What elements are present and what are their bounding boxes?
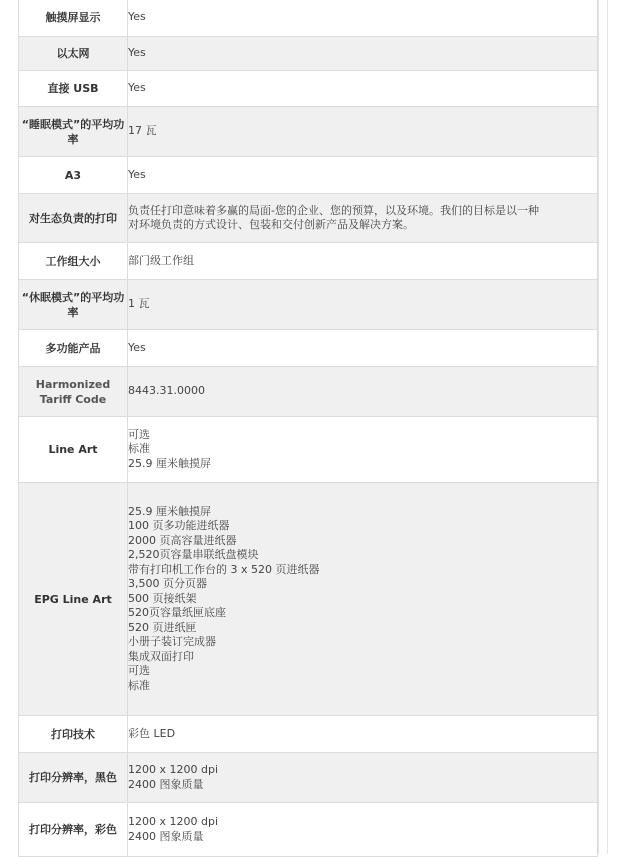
spec-row-multifunction <box>19 330 598 367</box>
spec-label: 以太网 <box>19 37 128 71</box>
spec-row-standby-power <box>19 280 598 330</box>
spec-value <box>128 194 598 243</box>
spec-label: 打印分辨率，彩色 <box>19 803 128 857</box>
spec-value <box>128 243 598 280</box>
spec-value-line: 3,500 页分页器 <box>128 577 207 591</box>
spec-row-eco-printing <box>19 194 598 243</box>
spec-label: 打印分辨率，黑色 <box>19 753 128 803</box>
spec-label: A3 <box>19 157 128 194</box>
spec-value-line: 1200 x 1200 dpi <box>128 815 219 828</box>
spec-label: 多功能产品 <box>19 330 128 367</box>
spec-value-line: 对环境负责的方式设计、包装和交付创新产品及解决方案。 <box>128 218 414 231</box>
spec-label: Line Art <box>19 417 128 483</box>
spec-label: 打印技术 <box>19 716 128 753</box>
spec-value-line: 25.9 厘米触摸屏 <box>128 456 211 470</box>
spec-value-line: 2,520页容量串联纸盘模块 <box>128 548 259 562</box>
spec-value-line: 1200 x 1200 dpi <box>128 763 219 776</box>
spec-value <box>128 753 598 803</box>
spec-value <box>128 37 598 71</box>
spec-value <box>128 0 598 37</box>
spec-label: 触摸屏显示 <box>19 0 128 37</box>
spec-value <box>128 157 598 194</box>
spec-value-line: 17 瓦 <box>128 124 157 138</box>
spec-value-line: 25.9 厘米触摸屏 <box>128 504 211 518</box>
spec-value <box>128 716 598 753</box>
spec-value-line: Yes <box>128 167 146 181</box>
spec-value <box>128 417 598 483</box>
spec-value-line: 带有打印机工作台的 3 x 520 页进纸器 <box>128 562 320 576</box>
spec-value-line: 2400 图象质量 <box>128 829 204 843</box>
spec-value-line: Yes <box>128 340 146 354</box>
spec-value-line: 负责任打印意味着多赢的局面-您的企业、您的预算，以及环境。我们的目标是以一种 <box>128 203 539 217</box>
spec-value <box>128 803 598 857</box>
spec-row-print-technology <box>19 716 598 753</box>
spec-row-resolution-black <box>19 753 598 803</box>
spec-value-line: 集成双面打印 <box>128 649 194 663</box>
spec-value-line: Yes <box>128 46 146 60</box>
spec-row-workgroup-size <box>19 243 598 280</box>
spec-value <box>128 483 598 716</box>
spec-row-direct-usb <box>19 71 598 107</box>
spec-row-harmonized-tariff <box>19 367 598 417</box>
spec-label: “休眠模式”的平均功率 <box>19 280 128 330</box>
spec-value-line: 1 瓦 <box>128 297 150 311</box>
spec-value-line: 520 页进纸匣 <box>128 620 197 634</box>
spec-table <box>18 0 598 857</box>
page-scrollbar[interactable] <box>607 0 619 854</box>
spec-value-line: 可选 <box>128 664 150 678</box>
spec-row-epg-line-art <box>19 483 598 716</box>
spec-value <box>128 280 598 330</box>
spec-value-line: 520页容量纸匣底座 <box>128 606 226 620</box>
spec-label: “睡眠模式”的平均功率 <box>19 107 128 157</box>
spec-value <box>128 71 598 107</box>
spec-value-line: Yes <box>128 81 146 95</box>
spec-value-line: 部门级工作组 <box>128 253 194 267</box>
spec-label: 对生态负责的打印 <box>19 194 128 243</box>
spec-value <box>128 367 598 417</box>
spec-value-line: 可选 <box>128 427 150 441</box>
spec-label: 直接 USB <box>19 71 128 107</box>
spec-row-line-art <box>19 417 598 483</box>
spec-label: 工作组大小 <box>19 243 128 280</box>
spec-row-resolution-color <box>19 803 598 857</box>
spec-value-line: 2400 图象质量 <box>128 777 204 791</box>
spec-label: EPG Line Art <box>19 483 128 716</box>
spec-value-line: 2000 页高容量进纸器 <box>128 533 237 547</box>
spec-value-line: 标准 <box>128 678 150 692</box>
spec-label: Harmonized Tariff Code <box>19 367 128 417</box>
spec-value-line: 500 页接纸架 <box>128 591 197 605</box>
spec-value <box>128 330 598 367</box>
spec-row-sleep-power <box>19 107 598 157</box>
spec-value-line: 100 页多功能进纸器 <box>128 519 230 533</box>
spec-value-line: 彩色 LED <box>128 726 176 740</box>
spec-row-ethernet <box>19 37 598 71</box>
spec-value-line: 小册子装订完成器 <box>128 635 216 649</box>
spec-value-line: 8443.31.0000 <box>128 384 205 398</box>
spec-row-a3 <box>19 157 598 194</box>
spec-row-touchscreen <box>19 0 598 37</box>
spec-value-line: Yes <box>128 10 146 24</box>
spec-value <box>128 107 598 157</box>
content-frame-border <box>598 0 599 854</box>
spec-value-line: 标准 <box>128 442 150 456</box>
